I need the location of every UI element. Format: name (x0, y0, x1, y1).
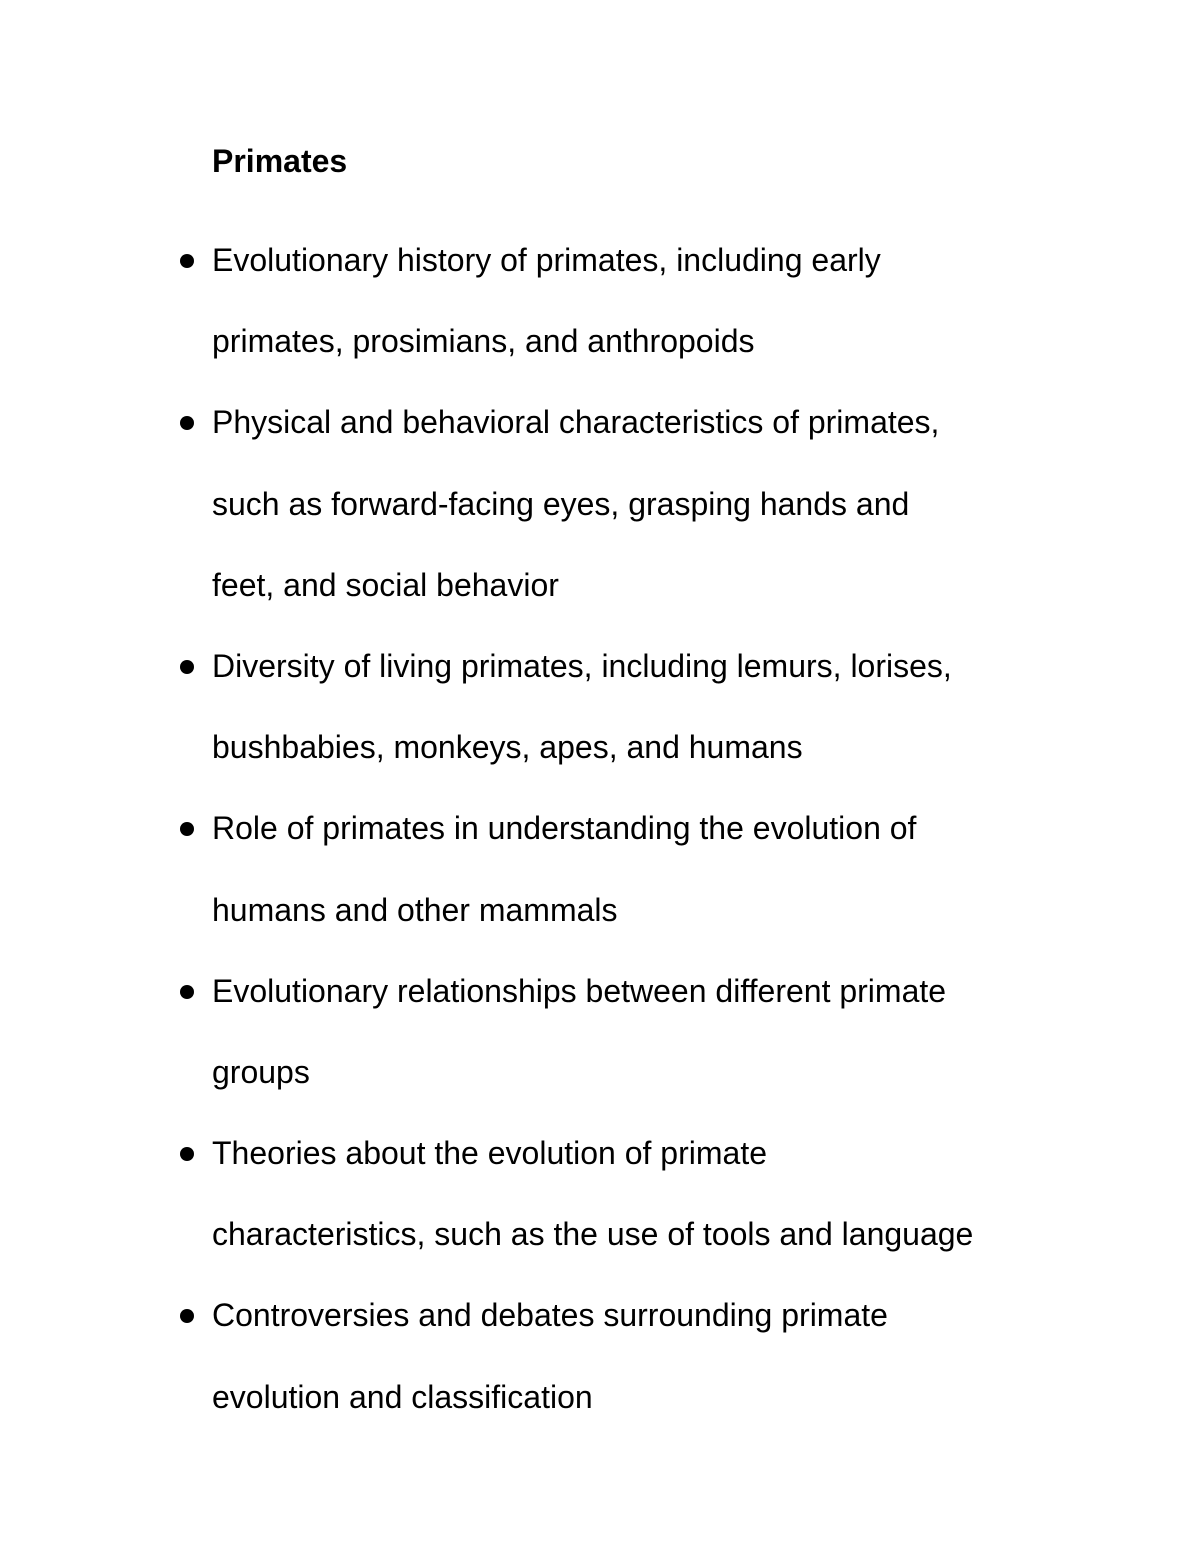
bullet-icon (180, 822, 194, 836)
list-item (0, 951, 1072, 1113)
list-item-line: Evolutionary history of primates, including early (212, 242, 881, 278)
list-item (0, 382, 1072, 626)
bullet-icon (180, 1147, 194, 1161)
list-item (0, 1113, 1072, 1275)
list-item-line: characteristics, such as the use of tools and language (212, 1216, 974, 1253)
list-item-line: Diversity of living primates, including lemurs, lorises, (212, 647, 952, 684)
list-item (0, 1275, 1072, 1437)
bullet-icon (180, 985, 194, 999)
list-item-line: bushbabies, monkeys, apes, and humans (212, 729, 803, 766)
list-item (0, 788, 1072, 950)
bullet-icon (180, 660, 194, 674)
list-item (0, 220, 1072, 382)
list-item (0, 626, 1072, 788)
bullet-icon (180, 254, 194, 268)
list-item-line: Controversies and debates surrounding primate (212, 1297, 888, 1334)
list-item-line: Role of primates in understanding the evolution of (212, 810, 917, 847)
page-title: Primates (212, 143, 348, 179)
list-item-line: primates, prosimians, and anthropoids (212, 323, 755, 360)
list-item-line: evolution and classification (212, 1378, 593, 1415)
list-item-line: Theories about the evolution of primate (212, 1135, 767, 1172)
list-item-line: feet, and social behavior (212, 566, 559, 603)
list-item-line: such as forward-facing eyes, grasping hands and (212, 485, 910, 522)
list-item-line: humans and other mammals (212, 891, 618, 928)
list-item-line: groups (212, 1053, 310, 1090)
bullet-icon (180, 1309, 194, 1323)
topic-list (0, 220, 1200, 1438)
bullet-icon (180, 416, 194, 430)
list-item-line: Evolutionary relationships between different primate (212, 972, 947, 1009)
list-item-line: Physical and behavioral characteristics of primates, (212, 404, 940, 441)
